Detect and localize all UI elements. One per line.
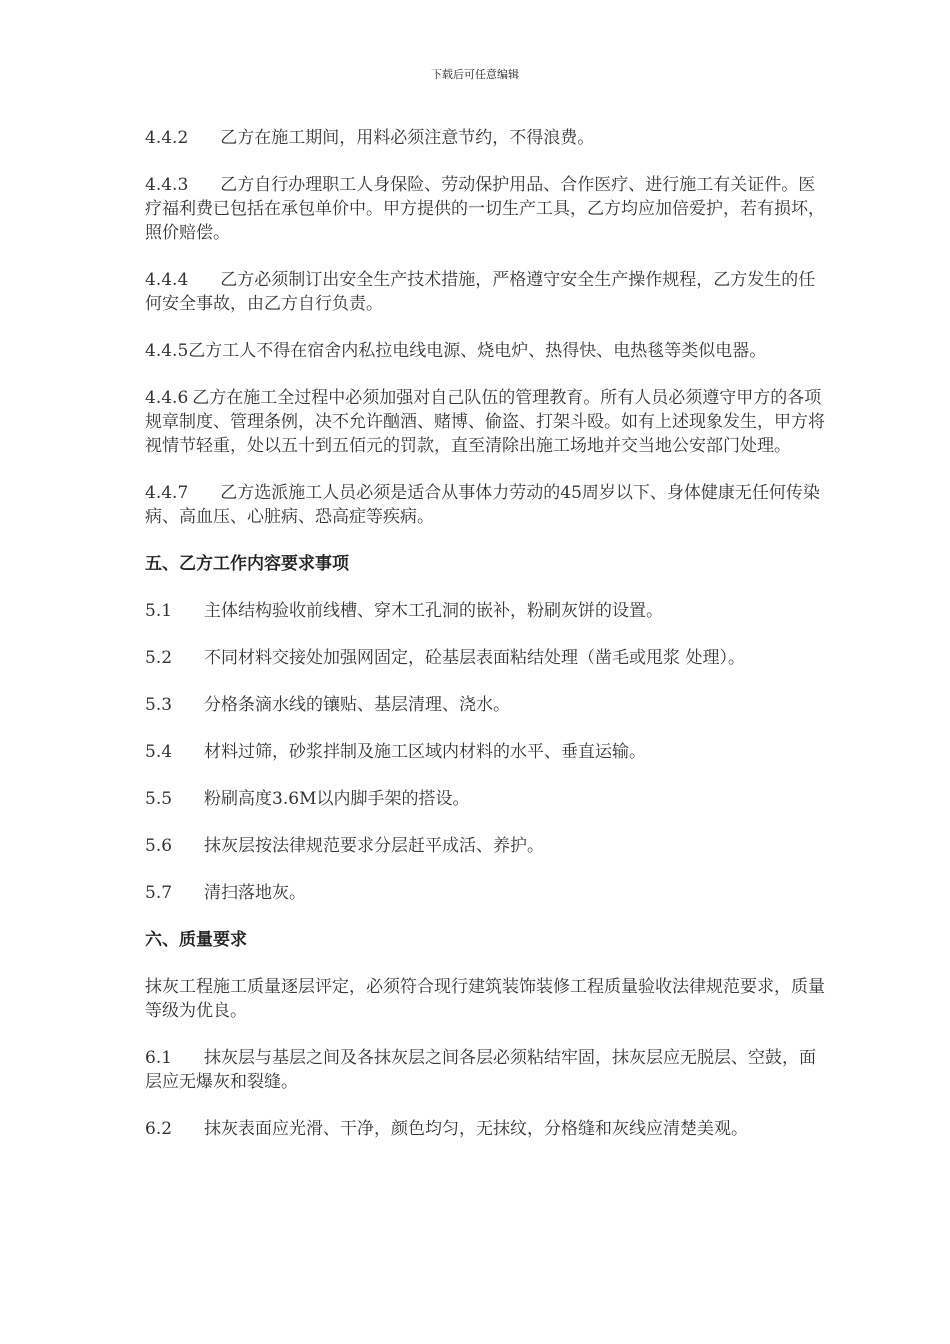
clause-4-4-7 [145, 481, 825, 529]
item-5-5 [145, 787, 825, 811]
page-header: 下载后可任意编辑 [431, 68, 519, 81]
item-text: 清扫落地灰。 [204, 883, 307, 903]
clause-number: 4.4.7 [145, 483, 189, 503]
clause-4-4-5 [145, 339, 825, 363]
item-number: 6.2 [145, 1119, 173, 1139]
item-text: 粉刷高度3.6M以内脚手架的搭设。 [204, 789, 470, 809]
clause-number: 4.4.5 [145, 341, 189, 361]
item-number: 5.3 [145, 695, 173, 715]
item-number: 5.6 [145, 836, 173, 856]
clause-4-4-6 [145, 386, 825, 458]
item-text: 分格条滴水线的镶贴、基层清理、浇水。 [204, 695, 511, 715]
document-body [145, 126, 825, 1164]
item-5-1 [145, 599, 825, 623]
item-5-4 [145, 740, 825, 764]
item-5-7 [145, 881, 825, 905]
item-number: 5.1 [145, 601, 173, 621]
item-text: 主体结构验收前线槽、穿木工孔洞的嵌补，粉刷灰饼的设置。 [204, 601, 664, 621]
clause-number: 4.4.4 [145, 270, 189, 290]
item-number: 5.4 [145, 742, 173, 762]
clause-number: 4.4.2 [145, 128, 189, 148]
clause-text: 乙方在施工期间，用料必须注意节约，不得浪费。 [220, 128, 595, 148]
item-text: 抹灰表面应光滑、干净，颜色均匀，无抹纹，分格缝和灰线应清楚美观。 [204, 1119, 749, 1139]
item-5-6 [145, 834, 825, 858]
clause-4-4-4 [145, 268, 825, 316]
item-text: 抹灰层与基层之间及各抹灰层之间各层必须粘结牢固，抹灰层应无脱层、空鼓，面层应无爆灰和裂缝。 [145, 1048, 817, 1092]
clause-number: 4.4.6 [145, 388, 189, 408]
item-6-2 [145, 1117, 825, 1141]
clause-text: 乙方选派施工人员必须是适合从事体力劳动的45周岁以下、身体健康无任何传染病、高血压、心脏病、恐高症等疾病。 [145, 483, 820, 527]
item-number: 5.5 [145, 789, 173, 809]
clause-4-4-3 [145, 173, 825, 245]
item-6-1 [145, 1046, 825, 1094]
item-number: 5.7 [145, 883, 173, 903]
clause-number: 4.4.3 [145, 175, 189, 195]
clause-text: 乙方必须制订出安全生产技术措施，严格遵守安全生产操作规程，乙方发生的任何安全事故，由乙方自行负责。 [145, 270, 816, 314]
item-number: 6.1 [145, 1048, 173, 1068]
item-text: 抹灰层按法律规范要求分层赶平成活、养护。 [204, 836, 545, 856]
item-text: 不同材料交接处加强网固定，砼基层表面粘结处理（凿毛或甩浆 处理）。 [204, 648, 745, 668]
item-5-2 [145, 646, 825, 670]
clause-4-4-2 [145, 126, 825, 150]
quality-intro: 抹灰工程施工质量逐层评定，必须符合现行建筑装饰装修工程质量验收法律规范要求，质量等级为优良。 [145, 977, 825, 1021]
item-5-3 [145, 693, 825, 717]
clause-text: 乙方自行办理职工人身保险、劳动保护用品、合作医疗、进行施工有关证件。医疗福利费已包括在承包单价中。甲方提供的一切生产工具，乙方均应加倍爱护，若有损坏，照价赔偿。 [145, 175, 825, 243]
item-number: 5.2 [145, 648, 173, 668]
clause-text: 乙方工人不得在宿舍内私拉电线电源、烧电炉、热得快、电热毯等类似电器。 [188, 341, 767, 361]
item-text: 材料过筛，砂浆拌制及施工区域内材料的水平、垂直运输。 [204, 742, 647, 762]
clause-text: 乙方在施工全过程中必须加强对自己队伍的管理教育。所有人员必须遵守甲方的各项规章制度、管理条例，决不允许酗酒、赌博、偷盗、打架斗殴。如有上述现象发生，甲方将视情节轻重，处以五十到五佰元的罚款，直至清除出施工场地并交当地公安部门处理。 [145, 388, 825, 456]
section-heading-5: 五、乙方工作内容要求事项 [145, 554, 349, 574]
section-heading-6: 六、质量要求 [145, 930, 247, 950]
